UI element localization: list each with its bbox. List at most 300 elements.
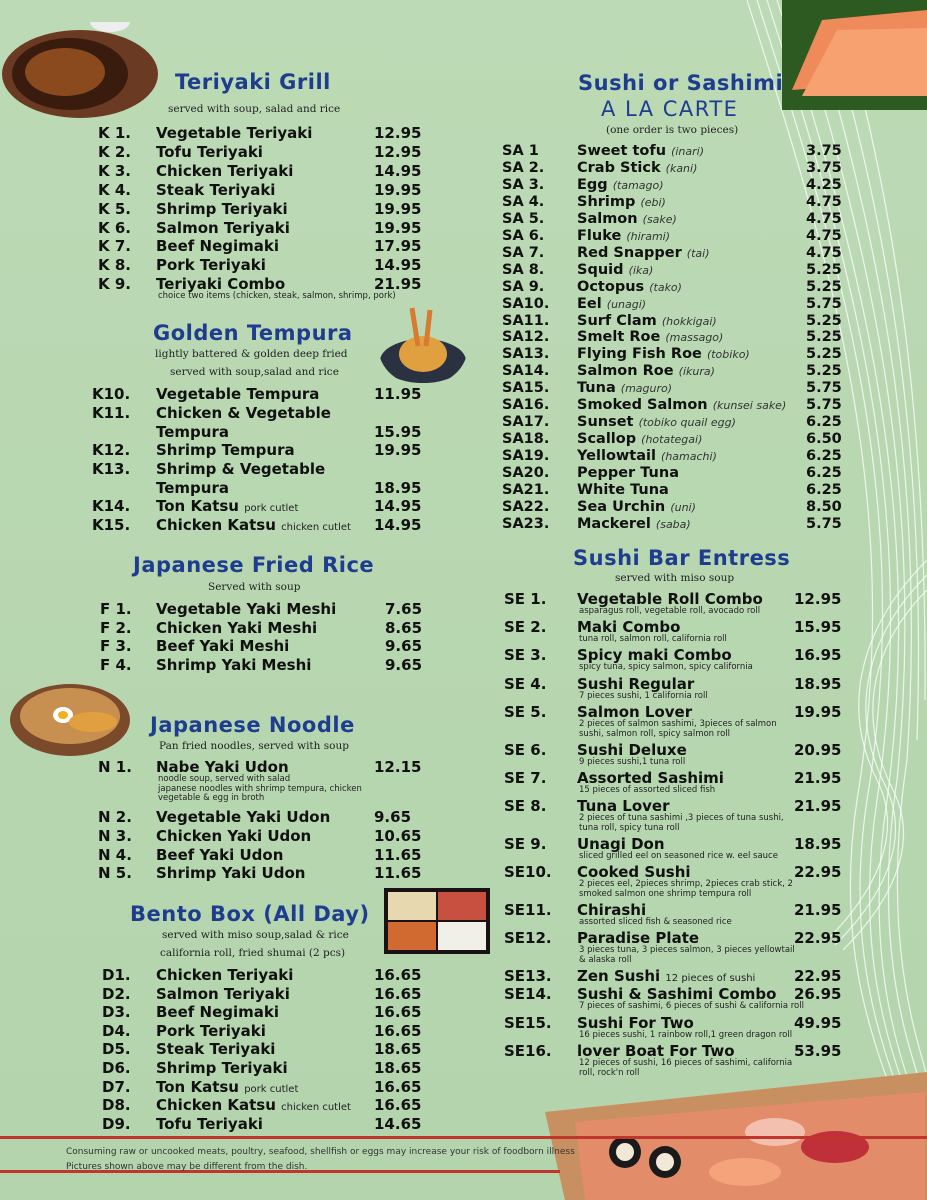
sushi-item-price: 5.25: [806, 346, 842, 362]
item-japanese-name: (unagi): [606, 298, 647, 311]
entrees-item-code: SE15.: [504, 1014, 552, 1032]
noodle-title: Japanese Noodle: [150, 713, 355, 737]
sushi-item-code: SA 7.: [502, 245, 545, 261]
teriyaki-item-code: K 1.: [98, 124, 131, 142]
bento-item-name: [156, 985, 290, 1003]
tempura-item-price: 11.95: [374, 385, 422, 403]
sushi-item-code: SA13.: [502, 346, 550, 362]
item-name-text: Eel: [577, 296, 602, 312]
sushi-item-price: 5.25: [806, 329, 842, 345]
entrees-item-price: 49.95: [794, 1014, 842, 1032]
tempura-item-code: K12.: [92, 441, 131, 459]
tempura-item-code: K13.: [92, 460, 131, 478]
item-name-text: Chicken Katsu: [156, 1096, 276, 1114]
entrees-item-description: 16 pieces sushi, 1 rainbow roll,1 green dragon roll: [579, 1030, 793, 1040]
bento-item-price: 16.65: [374, 1022, 422, 1040]
noodle-item-price: 11.65: [374, 864, 422, 882]
sushi-item-code: SA 4.: [502, 194, 545, 210]
item-name-text: Ton Katsu: [156, 497, 239, 515]
sushi-item-code: SA 6.: [502, 228, 545, 244]
entrees-item-description: assorted sliced fish & seasoned rice: [579, 917, 732, 927]
tempura-item-code: K14.: [92, 497, 131, 515]
item-japanese-name: (ika): [628, 264, 654, 277]
item-name-text: Beef Yaki Meshi: [156, 637, 290, 655]
bento-item-name: [156, 1096, 351, 1117]
tempura-item-name: [156, 497, 298, 518]
item-name-text: Salmon Teriyaki: [156, 219, 290, 237]
item-name-text: Sushi For Two: [577, 1014, 694, 1032]
fried_rice-title: Japanese Fried Rice: [133, 553, 375, 577]
tempura-item-name: [156, 441, 295, 459]
item-name-text: Maki Combo: [577, 618, 681, 636]
sushi-item-code: SA11.: [502, 313, 550, 329]
item-name-text: Shrimp Teriyaki: [156, 200, 288, 218]
tempura-subtitle1: lightly battered & golden deep fried: [155, 348, 348, 360]
sushi-subtitle-a-la-carte: A LA CARTE: [601, 97, 739, 121]
item-japanese-name: (massago): [665, 331, 724, 344]
sushi-item-code: SA10.: [502, 296, 550, 312]
entrees-item-description: sushi, salmon roll, spicy salmon roll: [579, 728, 730, 739]
item-name-text: Vegetable Yaki Meshi: [156, 600, 337, 618]
noodle-bowl-photo: [8, 680, 133, 760]
tempura-item-name-line2: Tempura: [156, 479, 229, 497]
noodle-item-name: [156, 864, 305, 882]
item-name-text: Flying Fish Roe: [577, 346, 702, 362]
tempura-item-code: K11.: [92, 404, 131, 422]
item-japanese-name: (hamachi): [661, 450, 717, 463]
item-name-text: Salmon Lover: [577, 703, 693, 721]
bento-item-price: 14.65: [374, 1115, 422, 1133]
sushi-item-code: SA 5.: [502, 211, 545, 227]
fried_rice-item-name: [156, 637, 289, 655]
tempura-item-code: K10.: [92, 385, 131, 403]
tempura-item-name: [156, 516, 351, 537]
item-japanese-name: (tako): [649, 281, 682, 294]
sushi-item-price: 5.75: [806, 380, 842, 396]
teriyaki-item-price: 21.95: [374, 275, 422, 293]
teriyaki-item-name: [156, 219, 290, 237]
item-name-text: Ton Katsu: [156, 1078, 239, 1096]
sushi-item-price: 6.25: [806, 414, 842, 430]
item-name-text: Red Snapper: [577, 245, 682, 261]
teriyaki-dish-photo: [0, 22, 160, 122]
item-name-text: Beef Negimaki: [156, 1003, 280, 1021]
noodle-item-description: japanese noodles with shrimp tempura, chicken: [158, 783, 362, 794]
bento-item-name: [156, 1003, 279, 1021]
teriyaki-item-name: [156, 237, 279, 255]
tempura-item-price: 19.95: [374, 441, 422, 459]
fried_rice-item-code: F 1.: [100, 600, 132, 618]
bento-item-code: D8.: [102, 1096, 131, 1114]
item-name-text: Spicy maki Combo: [577, 646, 732, 664]
noodle-item-price: 10.65: [374, 827, 422, 845]
sushi-item-name: [577, 464, 679, 482]
item-note: pork cutlet: [244, 1084, 299, 1095]
sushi-item-price: 6.25: [806, 448, 842, 464]
entrees-item-description: 9 pieces sushi,1 tuna roll: [579, 757, 686, 767]
sushi-item-code: SA20.: [502, 465, 550, 481]
entrees-item-code: SE 6.: [504, 741, 547, 759]
tempura-item-price: 14.95: [374, 497, 422, 515]
sushi-item-price: 4.75: [806, 211, 842, 227]
teriyaki-item-code: K 3.: [98, 162, 131, 180]
entrees-item-price: 21.95: [794, 901, 842, 919]
item-name-text: Egg: [577, 177, 608, 193]
entrees-item-description: roll, rock'n roll: [579, 1067, 640, 1078]
entrees-item-price: 12.95: [794, 590, 842, 608]
item-japanese-name: (saba): [655, 518, 691, 531]
sushi-item-price: 4.75: [806, 194, 842, 210]
item-japanese-name: (tai): [686, 247, 710, 260]
item-note: pork cutlet: [244, 503, 299, 514]
item-japanese-name: (hirami): [626, 230, 671, 243]
item-name-text: Teriyaki Combo: [156, 275, 286, 293]
item-name-text: Shrimp Yaki Meshi: [156, 656, 312, 674]
teriyaki-item-price: 14.95: [374, 162, 422, 180]
noodle-item-price: 11.65: [374, 846, 422, 864]
entrees-item-price: 22.95: [794, 929, 842, 947]
item-japanese-name: (maguro): [620, 382, 673, 395]
item-name-text: Sunset: [577, 414, 634, 430]
entrees-item-description: & alaska roll: [579, 954, 632, 965]
fried_rice-item-price: 9.65: [385, 637, 423, 655]
item-name-text: Vegetable Tempura: [156, 385, 320, 403]
item-name-text: Chicken Yaki Meshi: [156, 619, 318, 637]
noodle-item-code: N 2.: [98, 808, 132, 826]
teriyaki-item-name: [156, 162, 293, 180]
item-name-text: Pepper Tuna: [577, 465, 679, 481]
tempura-item-name: [156, 460, 325, 478]
noodle-item-code: N 3.: [98, 827, 132, 845]
entrees-item-code: SE 4.: [504, 675, 547, 693]
bento-item-name: [156, 1040, 275, 1058]
teriyaki-item-name: [156, 181, 275, 199]
item-name-text: Shrimp Yaki Udon: [156, 864, 306, 882]
item-japanese-name: (kunsei sake): [712, 399, 787, 412]
item-name-text: Zen Sushi: [577, 967, 661, 985]
item-name-text: Vegetable Teriyaki: [156, 124, 313, 142]
noodle-item-name: [156, 846, 283, 864]
entrees-item-description: 7 pieces of sashimi, 6 pieces of sushi & california roll: [579, 1001, 804, 1011]
sushi-item-price: 4.75: [806, 245, 842, 261]
noodle-item-code: N 5.: [98, 864, 132, 882]
salmon-sashimi-photo: [782, 0, 927, 110]
tempura-item-price: 14.95: [374, 516, 422, 534]
tempura-item-price: 15.95: [374, 423, 422, 441]
bento-subtitle2: california roll, fried shumai (2 pcs): [160, 947, 346, 959]
noodle-subtitle: Pan fried noodles, served with soup: [159, 740, 349, 752]
item-name-text: Surf Clam: [577, 313, 657, 329]
tempura-subtitle2: served with soup,salad and rice: [170, 366, 339, 378]
sushi-item-code: SA 9.: [502, 279, 545, 295]
sushi-item-price: 5.25: [806, 313, 842, 329]
teriyaki-subtitle: served with soup, salad and rice: [168, 103, 341, 115]
bento-item-code: D9.: [102, 1115, 131, 1133]
fried_rice-item-price: 7.65: [385, 600, 423, 618]
fried_rice-item-code: F 4.: [100, 656, 132, 674]
sushi-item-price: 5.75: [806, 296, 842, 312]
entrees-item-price: 15.95: [794, 618, 842, 636]
bento-item-price: 18.65: [374, 1040, 422, 1058]
teriyaki-item-code: K 7.: [98, 237, 131, 255]
bento-item-code: D5.: [102, 1040, 131, 1058]
item-name-text: Steak Teriyaki: [156, 1040, 276, 1058]
sushi-item-code: SA22.: [502, 499, 550, 515]
teriyaki-item-code: K 6.: [98, 219, 131, 237]
sushi-subtitle: (one order is two pieces): [606, 124, 739, 136]
teriyaki-item-price: 12.95: [374, 124, 422, 142]
teriyaki-item-price: 14.95: [374, 256, 422, 274]
entrees-item-price: 53.95: [794, 1042, 842, 1060]
item-name-text: Cooked Sushi: [577, 863, 691, 881]
item-name-text: Fluke: [577, 228, 622, 244]
item-japanese-name: (ikura): [678, 365, 715, 378]
sushi-item-price: 4.75: [806, 228, 842, 244]
fried_rice-item-code: F 2.: [100, 619, 132, 637]
item-name-text: lover Boat For Two: [577, 1042, 735, 1060]
bento-item-code: D2.: [102, 985, 131, 1003]
sushi-item-code: SA12.: [502, 329, 550, 345]
tempura-item-price: 18.95: [374, 479, 422, 497]
item-name-text: Assorted Sashimi: [577, 769, 724, 787]
bento-item-name: [156, 1059, 288, 1077]
teriyaki-item-description: choice two items (chicken, steak, salmon, shrimp, pork): [158, 291, 396, 301]
tempura-dish-photo: [378, 306, 468, 386]
fried_rice-item-name: [156, 656, 311, 674]
fried_rice-item-price: 9.65: [385, 656, 423, 674]
entrees-item-code: SE 5.: [504, 703, 547, 721]
noodle-item-name: [156, 808, 330, 826]
item-name-text: Sea Urchin: [577, 499, 666, 515]
item-name-text: Chicken & Vegetable: [156, 404, 331, 422]
sushi-item-price: 3.75: [806, 143, 842, 159]
item-name-text: Yellowtail: [577, 448, 656, 464]
item-name-text: Shrimp Teriyaki: [156, 1059, 288, 1077]
teriyaki-item-code: K 2.: [98, 143, 131, 161]
entrees-item-description: sliced grilled eel on seasoned rice w. eel sauce: [579, 851, 778, 861]
sushi-item-price: 5.75: [806, 397, 842, 413]
noodle-item-price: 12.15: [374, 758, 422, 776]
tempura-item-code: K15.: [92, 516, 131, 534]
item-name-text: Chicken Teriyaki: [156, 966, 294, 984]
item-note: chicken cutlet: [281, 522, 351, 533]
teriyaki-title: Teriyaki Grill: [175, 70, 331, 94]
sushi-item-price: 6.25: [806, 465, 842, 481]
item-name-text: Scallop: [577, 431, 637, 447]
item-name-text: White Tuna: [577, 482, 669, 498]
item-name-text: Octopus: [577, 279, 645, 295]
teriyaki-item-price: 19.95: [374, 181, 422, 199]
entrees-item-price: 22.95: [794, 967, 842, 985]
sushi-item-price: 5.25: [806, 262, 842, 278]
teriyaki-item-name: [156, 256, 266, 274]
bento-item-code: D7.: [102, 1078, 131, 1096]
entrees-item-description: spicy tuna, spicy salmon, spicy california: [579, 662, 753, 672]
item-japanese-name: (tobiko): [706, 348, 750, 361]
footer-bar-top: [0, 1136, 927, 1139]
sushi-item-code: SA18.: [502, 431, 550, 447]
sushi-item-code: SA19.: [502, 448, 550, 464]
bento-item-code: D4.: [102, 1022, 131, 1040]
sushi-item-name: [577, 515, 691, 534]
entrees-item-price: 19.95: [794, 703, 842, 721]
item-name-text: Crab Stick: [577, 160, 661, 176]
entrees-item-description: tuna roll, spicy tuna roll: [579, 822, 680, 833]
item-name-text: Sweet tofu: [577, 143, 667, 159]
teriyaki-item-price: 19.95: [374, 219, 422, 237]
sushi-item-code: SA 2.: [502, 160, 545, 176]
item-name-text: Pork Teriyaki: [156, 256, 266, 274]
entrees-title: Sushi Bar Entress: [573, 546, 791, 570]
item-name-text: Shrimp: [577, 194, 636, 210]
sushi-item-code: SA 8.: [502, 262, 545, 278]
item-name-text: Vegetable Roll Combo: [577, 590, 763, 608]
sushi-item-price: 8.50: [806, 499, 842, 515]
item-name-text: Tofu Teriyaki: [156, 143, 263, 161]
item-name-text: Shrimp Tempura: [156, 441, 295, 459]
item-name-text: Tuna: [577, 380, 616, 396]
fried_rice-item-name: [156, 600, 336, 618]
bento-item-price: 16.65: [374, 1096, 422, 1114]
teriyaki-item-price: 12.95: [374, 143, 422, 161]
footer-pictures-note: Pictures shown above may be different from the dish.: [66, 1162, 308, 1172]
sushi-item-code: SA 3.: [502, 177, 545, 193]
sushi-item-price: 5.25: [806, 363, 842, 379]
bento-item-name: [156, 1022, 266, 1040]
sushi-item-price: 6.25: [806, 482, 842, 498]
item-name-text: Sushi Regular: [577, 675, 695, 693]
item-name-text: Pork Teriyaki: [156, 1022, 266, 1040]
item-name-text: Beef Negimaki: [156, 237, 280, 255]
noodle-item-name: [156, 827, 311, 845]
entrees-item-price: 26.95: [794, 985, 842, 1003]
fried_rice-item-code: F 3.: [100, 637, 132, 655]
sushi-item-price: 3.75: [806, 160, 842, 176]
sushi-item-code: SA23.: [502, 516, 550, 532]
tempura-title: Golden Tempura: [153, 321, 353, 345]
item-name-text: Chicken Teriyaki: [156, 162, 294, 180]
item-name-text: Smelt Roe: [577, 329, 661, 345]
item-name-text: Salmon: [577, 211, 638, 227]
sushi-item-price: 5.75: [806, 516, 842, 532]
sushi-item-price: 6.50: [806, 431, 842, 447]
teriyaki-item-name: [156, 143, 263, 161]
entrees-item-price: 21.95: [794, 797, 842, 815]
noodle-item-description: vegetable & egg in broth: [158, 793, 265, 803]
sushi-item-code: SA16.: [502, 397, 550, 413]
item-name-text: Squid: [577, 262, 624, 278]
entrees-item-description: 2 pieces eel, 2pieces shrimp, 2pieces crab stick, 2: [579, 879, 793, 889]
sushi-item-code: SA15.: [502, 380, 550, 396]
entrees-item-description: 15 pieces of assorted sliced fish: [579, 785, 716, 795]
entrees-item-code: SE11.: [504, 901, 552, 919]
sushi-title: Sushi or Sashimi: [578, 71, 784, 95]
item-japanese-name: (sake): [642, 213, 677, 226]
entrees-item-price: 22.95: [794, 863, 842, 881]
bento-item-price: 18.65: [374, 1059, 422, 1077]
teriyaki-item-price: 17.95: [374, 237, 422, 255]
item-note: 12 pieces of sushi: [665, 973, 756, 984]
bento-item-code: D6.: [102, 1059, 131, 1077]
entrees-item-code: SE 9.: [504, 835, 547, 853]
entrees-item-code: SE 1.: [504, 590, 547, 608]
item-note: chicken cutlet: [281, 1102, 351, 1113]
entrees-item-code: SE 8.: [504, 797, 547, 815]
noodle-item-price: 9.65: [374, 808, 412, 826]
entrees-item-code: SE 3.: [504, 646, 547, 664]
bento-item-price: 16.65: [374, 1078, 422, 1096]
entrees-item-code: SE13.: [504, 967, 552, 985]
entrees-item-description: 7 pieces sushi, 1 california roll: [579, 691, 708, 701]
bento-item-code: D3.: [102, 1003, 131, 1021]
entrees-item-price: 18.95: [794, 675, 842, 693]
item-japanese-name: (hotategai): [641, 433, 703, 446]
sushi-item-code: SA 1: [502, 143, 539, 159]
entrees-item-price: 20.95: [794, 741, 842, 759]
entrees-item-description: 3 pieces tuna, 3 pieces salmon, 3 pieces yellowtail: [579, 945, 795, 955]
item-name-text: Shrimp & Vegetable: [156, 460, 326, 478]
noodle-item-code: N 4.: [98, 846, 132, 864]
item-name-text: Chicken Katsu: [156, 516, 276, 534]
sushi-item-name: [577, 481, 669, 499]
entrees-item-code: SE10.: [504, 863, 552, 881]
entrees-item-description: tuna roll, salmon roll, california roll: [579, 634, 727, 644]
entrees-item-code: SE16.: [504, 1042, 552, 1060]
entrees-item-price: 21.95: [794, 769, 842, 787]
item-name-text: Salmon Roe: [577, 363, 674, 379]
item-name-text: Tofu Teriyaki: [156, 1115, 263, 1133]
bento-item-price: 16.65: [374, 1003, 422, 1021]
sushi-item-code: SA14.: [502, 363, 550, 379]
teriyaki-item-name: [156, 124, 312, 142]
footer-disclaimer: Consuming raw or uncooked meats, poultry, seafood, shellfish or eggs may increase your risk of foodborn illness: [66, 1147, 575, 1157]
fried_rice-item-name: [156, 619, 317, 637]
entrees-item-code: SE14.: [504, 985, 552, 1003]
bento-box-photo: [382, 886, 492, 956]
item-name-text: Salmon Teriyaki: [156, 985, 290, 1003]
tempura-item-name: [156, 385, 319, 403]
bento-item-name: [156, 966, 293, 984]
item-name-text: Chicken Yaki Udon: [156, 827, 312, 845]
tempura-item-name-line2: Tempura: [156, 423, 229, 441]
sushi-item-code: SA17.: [502, 414, 550, 430]
teriyaki-item-code: K 5.: [98, 200, 131, 218]
bento-title: Bento Box (All Day): [130, 902, 370, 926]
entrees-item-price: 18.95: [794, 835, 842, 853]
item-name-text: Tuna Lover: [577, 797, 670, 815]
entrees-item-code: SE 7.: [504, 769, 547, 787]
noodle-item-code: N 1.: [98, 758, 132, 776]
item-name-text: Unagi Don: [577, 835, 665, 853]
sushi-item-price: 5.25: [806, 279, 842, 295]
entrees-item-description: 2 pieces of salmon sashimi, 3pieces of salmon: [579, 719, 777, 729]
teriyaki-item-price: 19.95: [374, 200, 422, 218]
bento-item-code: D1.: [102, 966, 131, 984]
item-japanese-name: (ebi): [640, 196, 666, 209]
teriyaki-item-code: K 8.: [98, 256, 131, 274]
bento-item-name: [156, 1115, 263, 1133]
item-name-text: Paradise Plate: [577, 929, 700, 947]
entrees-subtitle: served with miso soup: [615, 572, 735, 584]
entrees-item-description: asparagus roll, vegetable roll, avocado roll: [579, 606, 761, 616]
item-name-text: Smoked Salmon: [577, 397, 708, 413]
teriyaki-item-name: [156, 200, 288, 218]
entrees-item-code: SE 2.: [504, 618, 547, 636]
fried_rice-subtitle: Served with soup: [208, 581, 301, 593]
entrees-item-price: 16.95: [794, 646, 842, 664]
teriyaki-item-code: K 4.: [98, 181, 131, 199]
entrees-item-description: 12 pieces of sushi, 16 pieces of sashimi, california: [579, 1058, 793, 1068]
